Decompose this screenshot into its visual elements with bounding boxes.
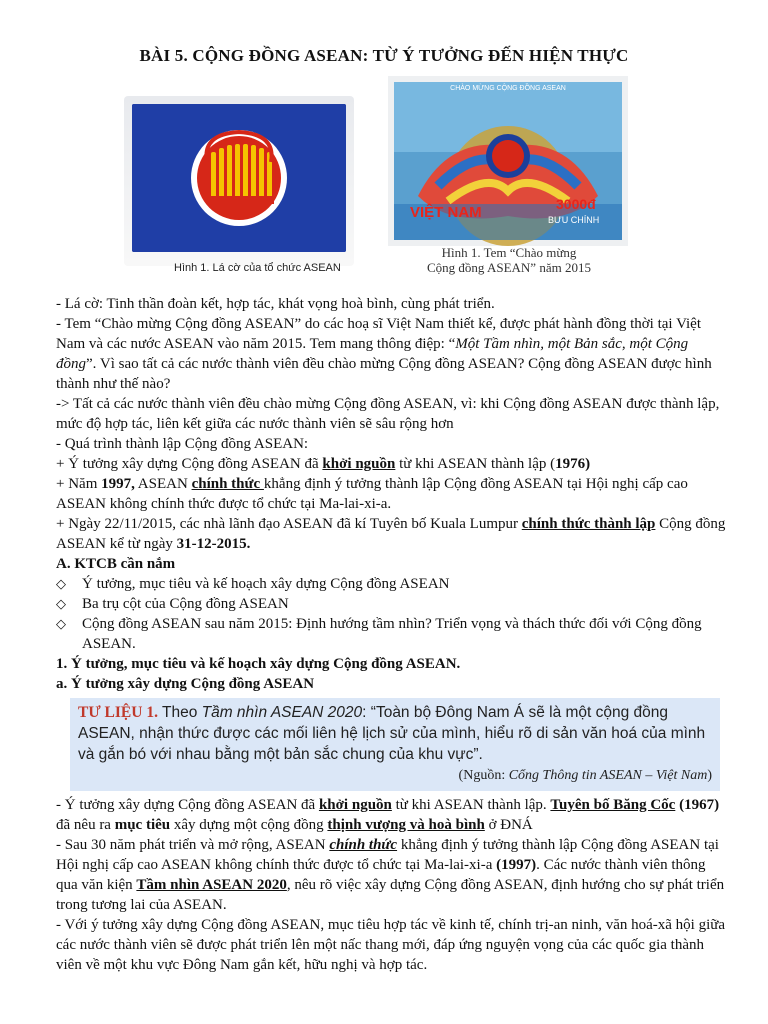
- paragraph-1976: [56, 454, 726, 474]
- stamp-post-text: BƯU CHÍNH: [548, 215, 600, 225]
- text-run: ): [707, 768, 712, 783]
- emphasis: chính thức: [329, 837, 398, 853]
- text-run: từ khi ASEAN thành lập (: [395, 456, 556, 472]
- list-item: ◇ Ý tưởng, mục tiêu và kế hoạch xây dựng Cộng đồng ASEAN: [56, 574, 726, 594]
- heading-1: 1. Ý tưởng, mục tiêu và kế hoạch xây dựng Cộng đồng ASEAN.: [56, 656, 461, 672]
- quote-document: Tầm nhìn ASEAN 2020: [201, 704, 363, 721]
- text-run: + Năm: [56, 476, 102, 492]
- paragraph-stamp: [56, 314, 726, 394]
- text-run: : “Toàn bộ Đông Nam Á sẽ là một cộng đồng ASEAN, nhận thức được các mối liên hệ lịch sử của mình, hiểu rõ di sản văn hoá của mình và gắn bó với nhau bằng một bản sắc chung của khu vực”.: [78, 704, 706, 763]
- asean-emblem-icon: [132, 104, 346, 252]
- text-run: - Tem “Chào mừng Cộng đồng ASEAN” do các hoạ sĩ Việt Nam thiết kế, được phát hành đồng thời tại Việt Nam và các nước ASEAN vào năm 2015. Tem mang thông điệp: “: [56, 316, 701, 352]
- emphasis: thịnh vượng và hoà bình: [327, 817, 485, 833]
- text-run: + Ngày 22/11/2015, các nhà lãnh đạo ASEAN đã kí Tuyên bố Kuala Lumpur: [56, 516, 522, 532]
- stamp-country-text: VIỆT NAM: [410, 204, 482, 221]
- paragraph-origin: [56, 795, 726, 835]
- list-item: ◇ Cộng đồng ASEAN sau năm 2015: Định hướng tầm nhìn? Triển vọng và thách thức đối với Cộng đồng ASEAN.: [56, 614, 726, 654]
- emphasis: Tuyên bố Băng Cốc: [550, 797, 676, 813]
- emphasis: (1967): [675, 797, 720, 813]
- text-run: xây dựng một cộng đồng: [170, 817, 328, 833]
- text-run: ”. Vì sao tất cả các nước thành viên đều chào mừng Cộng đồng ASEAN? Cộng đồng ASEAN được hình thành như thế nào?: [56, 356, 712, 392]
- paragraph-30-years: [56, 835, 726, 915]
- emphasis: (1997): [496, 857, 537, 873]
- source-name: Cổng Thông tin ASEAN – Việt Nam: [508, 768, 708, 783]
- stamp-value-text: 3000đ: [556, 196, 596, 212]
- figure2-caption: [384, 245, 634, 275]
- quote-text: [78, 702, 712, 765]
- text-run: + Ý tưởng xây dựng Cộng đồng ASEAN đã: [56, 456, 323, 472]
- text-run: ASEAN: [134, 476, 192, 492]
- document-body: [56, 294, 726, 975]
- emphasis: khởi nguồn: [318, 797, 392, 813]
- quote-source: [78, 765, 712, 786]
- text-run: Cộng đồng ASEAN kể từ ngày: [56, 516, 726, 552]
- emphasis: 1976): [555, 456, 591, 472]
- page-title: BÀI 5. CỘNG ĐỒNG ASEAN: TỪ Ý TƯỞNG ĐẾN HIỆN THỰC: [139, 46, 629, 65]
- text-run: Theo: [157, 704, 202, 721]
- emphasis: chính thức thành lập: [521, 516, 656, 532]
- figure-asean-flag: [124, 96, 354, 282]
- emphasis: 1997,: [101, 476, 135, 492]
- emphasis: khởi nguồn: [322, 456, 396, 472]
- text-run: , nêu rõ việc xây dựng Cộng đồng ASEAN, định hướng cho sự phát triển trong tương lai của ASEAN.: [56, 877, 725, 913]
- heading-1a: a. Ý tưởng xây dựng Cộng đồng ASEAN: [56, 676, 315, 692]
- figure2-caption-line2: Cộng đồng ASEAN” năm 2015: [427, 260, 591, 275]
- quote-label: TƯ LIỆU 1.: [78, 704, 158, 721]
- text-run: - Sau 30 năm phát triển và mở rộng, ASEAN: [56, 837, 330, 853]
- asean-flag-image: [132, 104, 346, 252]
- figure1-caption: Hình 1. Lá cờ của tổ chức ASEAN: [174, 262, 341, 274]
- emphasis: 31-12-2015.: [176, 536, 251, 552]
- stamp-message: Một Tầm nhìn, một Bản sắc, một Cộng đồng: [56, 336, 689, 372]
- paragraph-process: - Quá trình thành lập Cộng đồng ASEAN:: [56, 436, 309, 452]
- emphasis: mục tiêu: [114, 817, 171, 833]
- text-run: khẳng định ý tưởng thành lập Cộng đồng ASEAN tại Hội nghị cấp cao ASEAN không chính thức được tổ chức tại Ma-lai-xi-a: [56, 837, 719, 873]
- quote-box: [70, 698, 720, 791]
- emphasis: chính thức: [191, 476, 264, 492]
- text-run: ở ĐNÁ: [484, 817, 533, 833]
- paragraph-goals: - Với ý tưởng xây dựng Cộng đồng ASEAN, mục tiêu hợp tác về kinh tế, chính trị-an ninh, văn hoá-xã hội giữa các nước thành viên sẽ được phát triển lên một nấc thang mới, đáp ứng nguyện vọng của các quốc gia thành viên về một khu vực Đông Nam gắn kết, hữu nghị và hợp tác.: [56, 917, 726, 973]
- text-run: đã nêu ra: [56, 817, 115, 833]
- text-run: (Nguồn:: [458, 768, 509, 783]
- section-heading-a: A. KTCB cần nắm: [56, 556, 176, 572]
- paragraph-flag: - Lá cờ: Tinh thần đoàn kết, hợp tác, khát vọng hoà bình, cùng phát triển.: [56, 296, 495, 312]
- emphasis: Tầm nhìn ASEAN 2020: [136, 877, 287, 893]
- text-run: từ khi ASEAN thành lập.: [391, 797, 551, 813]
- stamp-header-text: CHÀO MỪNG CỘNG ĐỒNG ASEAN: [450, 85, 566, 92]
- paragraph-2015: [56, 514, 726, 554]
- figure-asean-stamp: [388, 76, 628, 246]
- paragraph-1997: [56, 474, 726, 514]
- figure2-caption-line1: Hình 1. Tem “Chào mừng: [441, 245, 577, 260]
- list-item: ◇ Ba trụ cột của Cộng đồng ASEAN: [56, 594, 726, 614]
- text-run: . Các nước thành viên thông qua văn kiện: [56, 857, 706, 893]
- paragraph-answer: -> Tất cả các nước thành viên đều chào mừng Cộng đồng ASEAN, vì: khi Cộng đồng ASEAN được thành lập, mức độ hợp tác, liên kết giữa các nước thành viên sẽ sâu rộng hơn: [56, 396, 720, 432]
- ktcb-list: [56, 574, 726, 654]
- text-run: khẳng định ý tưởng thành lập Cộng đồng ASEAN tại Hội nghị cấp cao ASEAN không chính thức được tổ chức tại Ma-lai-xi-a.: [56, 476, 688, 512]
- text-run: - Ý tưởng xây dựng Cộng đồng ASEAN đã: [56, 797, 319, 813]
